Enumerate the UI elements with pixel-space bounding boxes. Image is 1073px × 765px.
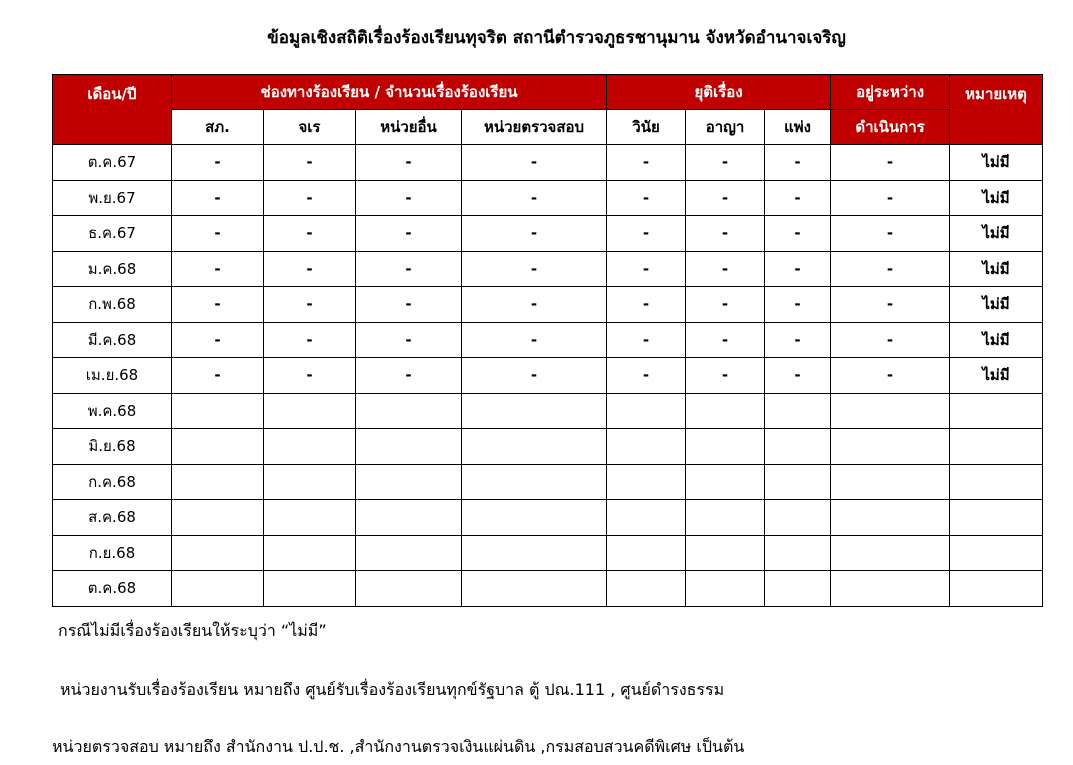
header-resolved-discipline: วินัย — [607, 110, 686, 145]
table-row — [53, 180, 1043, 216]
row-cell: - — [264, 145, 356, 181]
row-remark — [950, 571, 1043, 607]
row-cell — [831, 429, 950, 465]
table-row — [53, 287, 1043, 323]
row-month: มี.ค.68 — [53, 322, 172, 358]
row-remark: ไม่มี — [950, 216, 1043, 252]
row-cell — [264, 500, 356, 536]
row-cell: - — [607, 251, 686, 287]
row-cell: - — [607, 216, 686, 252]
row-cell — [172, 464, 264, 500]
row-cell — [356, 393, 462, 429]
row-remark: ไม่มี — [950, 251, 1043, 287]
row-cell — [264, 464, 356, 500]
row-cell: - — [831, 358, 950, 394]
row-cell: - — [607, 180, 686, 216]
row-cell — [765, 429, 831, 465]
row-remark — [950, 429, 1043, 465]
row-month: พ.ย.67 — [53, 180, 172, 216]
row-month: ธ.ค.67 — [53, 216, 172, 252]
row-cell: - — [264, 180, 356, 216]
header-row-sub — [53, 110, 1043, 145]
row-remark: ไม่มี — [950, 287, 1043, 323]
row-cell — [356, 500, 462, 536]
row-cell — [765, 535, 831, 571]
row-cell: - — [356, 287, 462, 323]
row-cell: - — [686, 180, 765, 216]
row-cell — [356, 535, 462, 571]
row-cell — [607, 429, 686, 465]
note-no-complaint: กรณีไม่มีเรื่องร้องเรียนให้ระบุว่า “ไม่มี” — [58, 621, 327, 640]
row-cell: - — [686, 287, 765, 323]
row-cell — [462, 393, 607, 429]
table-row — [53, 251, 1043, 287]
row-cell — [172, 393, 264, 429]
row-cell — [831, 393, 950, 429]
row-cell: - — [765, 251, 831, 287]
row-remark — [950, 393, 1043, 429]
row-cell — [607, 500, 686, 536]
row-cell: - — [356, 358, 462, 394]
row-month: ก.พ.68 — [53, 287, 172, 323]
row-cell: - — [462, 322, 607, 358]
row-cell: - — [462, 216, 607, 252]
note-audit-unit: หน่วยตรวจสอบ หมายถึง สำนักงาน ป.ป.ช. ,สำนักงานตรวจเงินแผ่นดิน ,กรมสอบสวนคดีพิเศษ เป็นต้น — [52, 737, 745, 756]
table-row — [53, 464, 1043, 500]
row-cell — [607, 393, 686, 429]
row-month: ต.ค.68 — [53, 571, 172, 607]
row-cell — [686, 464, 765, 500]
table-row — [53, 571, 1043, 607]
row-cell: - — [462, 180, 607, 216]
row-cell — [831, 500, 950, 536]
row-remark — [950, 464, 1043, 500]
table-row — [53, 322, 1043, 358]
row-cell — [264, 429, 356, 465]
row-cell: - — [172, 358, 264, 394]
row-cell: - — [172, 145, 264, 181]
row-cell — [462, 571, 607, 607]
row-remark: ไม่มี — [950, 145, 1043, 181]
row-cell: - — [462, 145, 607, 181]
row-cell: - — [831, 287, 950, 323]
row-month: ม.ค.68 — [53, 251, 172, 287]
row-month: ก.ค.68 — [53, 464, 172, 500]
row-cell: - — [356, 216, 462, 252]
row-cell: - — [765, 180, 831, 216]
row-cell — [172, 500, 264, 536]
table-row — [53, 429, 1043, 465]
row-cell: - — [686, 322, 765, 358]
row-cell — [462, 429, 607, 465]
row-remark — [950, 500, 1043, 536]
header-resolved-group: ยุติเรื่อง — [607, 75, 831, 110]
header-resolved-criminal: อาญา — [686, 110, 765, 145]
row-cell: - — [831, 216, 950, 252]
row-cell: - — [831, 180, 950, 216]
row-remark — [950, 535, 1043, 571]
row-cell: - — [462, 287, 607, 323]
header-in-progress-line1: อยู่ระหว่าง — [831, 75, 950, 110]
table-row — [53, 393, 1043, 429]
row-month: มิ.ย.68 — [53, 429, 172, 465]
row-remark: ไม่มี — [950, 322, 1043, 358]
row-cell: - — [356, 145, 462, 181]
row-cell — [686, 535, 765, 571]
row-cell — [356, 464, 462, 500]
row-cell: - — [264, 287, 356, 323]
row-cell: - — [686, 358, 765, 394]
row-cell: - — [172, 322, 264, 358]
row-cell — [765, 464, 831, 500]
row-cell: - — [264, 216, 356, 252]
row-cell — [686, 571, 765, 607]
row-cell — [264, 393, 356, 429]
header-in-progress-line2: ดำเนินการ — [831, 110, 950, 145]
header-channel-other-unit: หน่วยอื่น — [356, 110, 462, 145]
row-cell — [765, 571, 831, 607]
row-cell — [264, 535, 356, 571]
row-cell: - — [686, 251, 765, 287]
row-cell: - — [686, 145, 765, 181]
row-cell — [686, 429, 765, 465]
row-cell: - — [765, 287, 831, 323]
row-remark: ไม่มี — [950, 358, 1043, 394]
row-cell — [172, 571, 264, 607]
row-cell — [686, 500, 765, 536]
row-cell — [172, 429, 264, 465]
row-cell: - — [607, 358, 686, 394]
header-channel-police-station: สภ. — [172, 110, 264, 145]
row-cell — [686, 393, 765, 429]
row-cell — [831, 571, 950, 607]
row-cell: - — [356, 251, 462, 287]
row-month: ต.ค.67 — [53, 145, 172, 181]
row-cell: - — [831, 251, 950, 287]
row-cell — [607, 535, 686, 571]
row-cell: - — [765, 216, 831, 252]
table-row — [53, 535, 1043, 571]
row-cell: - — [172, 287, 264, 323]
complaint-stats-table — [52, 74, 1043, 607]
header-channel-inspector: จเร — [264, 110, 356, 145]
row-cell — [356, 571, 462, 607]
table-row — [53, 358, 1043, 394]
row-cell — [172, 535, 264, 571]
row-cell — [462, 535, 607, 571]
row-cell: - — [172, 251, 264, 287]
row-cell — [765, 393, 831, 429]
row-cell: - — [765, 145, 831, 181]
row-cell — [765, 500, 831, 536]
row-cell — [264, 571, 356, 607]
row-cell — [607, 464, 686, 500]
table-row — [53, 500, 1043, 536]
table-row — [53, 145, 1043, 181]
table-row — [53, 216, 1043, 252]
row-cell: - — [264, 358, 356, 394]
row-month: เม.ย.68 — [53, 358, 172, 394]
row-cell: - — [462, 358, 607, 394]
row-cell: - — [831, 322, 950, 358]
row-cell: - — [172, 216, 264, 252]
row-remark: ไม่มี — [950, 180, 1043, 216]
header-row-top — [53, 75, 1043, 110]
row-cell: - — [264, 251, 356, 287]
row-cell — [831, 535, 950, 571]
row-cell: - — [607, 287, 686, 323]
page-title: ข้อมูลเชิงสถิติเรื่องร้องเรียนทุจริต สถานีตำรวจภูธรชานุมาน จังหวัดอำนาจเจริญ — [267, 28, 846, 48]
header-resolved-civil: แพ่ง — [765, 110, 831, 145]
row-cell: - — [765, 358, 831, 394]
row-cell: - — [356, 322, 462, 358]
row-cell: - — [356, 180, 462, 216]
row-cell: - — [264, 322, 356, 358]
header-remark: หมายเหตุ — [950, 75, 1043, 145]
row-month: ก.ย.68 — [53, 535, 172, 571]
row-cell: - — [686, 216, 765, 252]
row-cell — [607, 571, 686, 607]
row-month: พ.ค.68 — [53, 393, 172, 429]
row-cell — [356, 429, 462, 465]
row-month: ส.ค.68 — [53, 500, 172, 536]
row-cell: - — [172, 180, 264, 216]
row-cell: - — [831, 145, 950, 181]
row-cell: - — [765, 322, 831, 358]
row-cell: - — [607, 322, 686, 358]
header-channels-group: ช่องทางร้องเรียน / จำนวนเรื่องร้องเรียน — [172, 75, 607, 110]
row-cell — [462, 464, 607, 500]
header-month: เดือน/ปี — [53, 75, 172, 145]
row-cell: - — [607, 145, 686, 181]
header-channel-audit-unit: หน่วยตรวจสอบ — [462, 110, 607, 145]
row-cell — [462, 500, 607, 536]
row-cell — [831, 464, 950, 500]
note-receiving-unit: หน่วยงานรับเรื่องร้องเรียน หมายถึง ศูนย์รับเรื่องร้องเรียนทุกข์รัฐบาล ตู้ ปณ.111 , ศูนย์ดำรงธรรม — [60, 680, 725, 699]
row-cell: - — [462, 251, 607, 287]
